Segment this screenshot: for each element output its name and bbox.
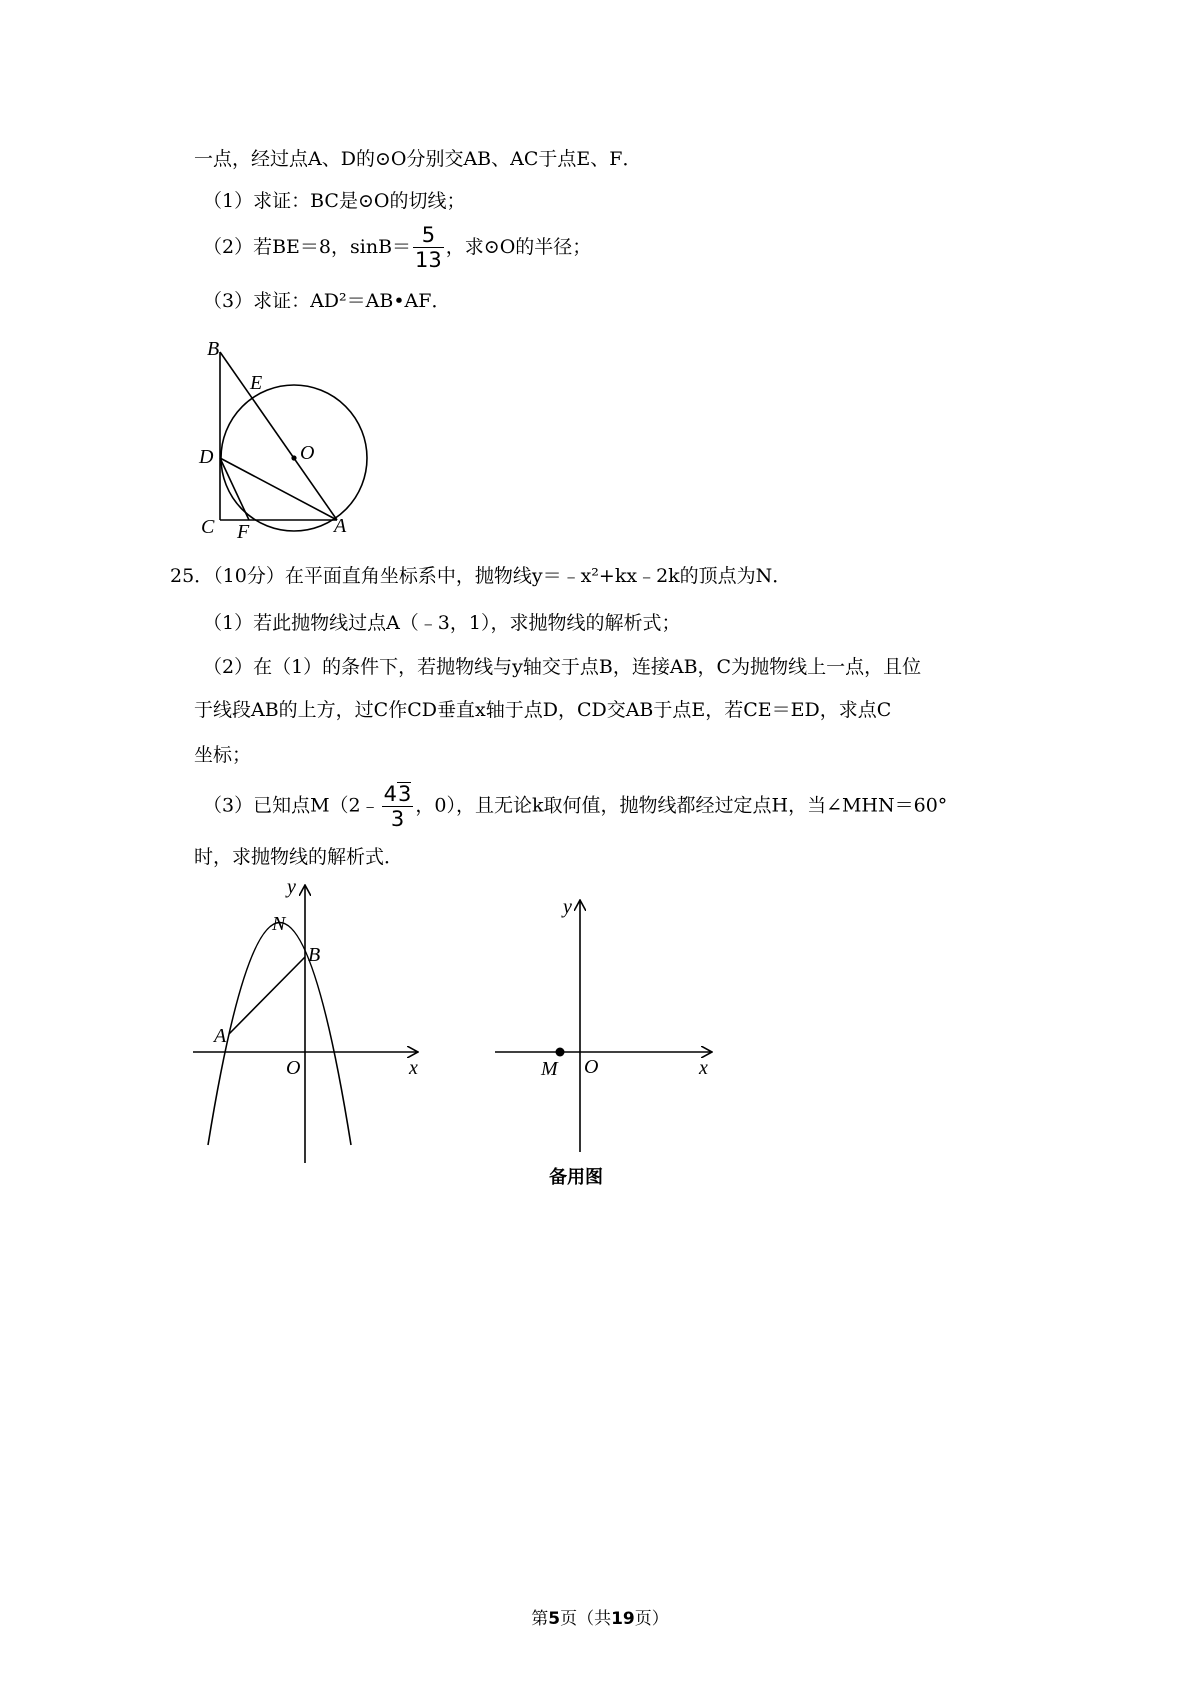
label-c: C: [201, 516, 215, 538]
parabola-figure: [185, 870, 435, 1170]
spare-figure-caption: 备用图: [549, 1167, 603, 1188]
q24-part2: （2）若BE＝8，sinB＝ $\frac{5}{13}$ ，求⊙O的半径；: [203, 223, 592, 273]
q25-part1: （1）若此抛物线过点A（﹣3，1），求抛物线的解析式；: [203, 612, 681, 634]
total-pages: 19: [611, 1609, 635, 1629]
fig1-label-y: y: [287, 876, 296, 898]
q24-intro: 一点，经过点A、D的⊙O分别交AB、AC于点E、F．: [194, 148, 642, 170]
label-d: D: [199, 446, 214, 468]
label-e: E: [250, 372, 263, 394]
label-b: B: [207, 338, 220, 360]
spare-axes-figure: [485, 885, 725, 1160]
q25-head: 25．（10分）在平面直角坐标系中，抛物线y＝﹣x²+kx﹣2k的顶点为N．: [170, 565, 792, 587]
q25-part2-line1: （2）在（1）的条件下，若抛物线与y轴交于点B，连接AB，C为抛物线上一点，且位: [203, 656, 922, 678]
fig1-label-b: B: [308, 944, 321, 966]
fig2-label-y: y: [563, 896, 572, 918]
q25-part2-line2: 于线段AB的上方，过C作CD垂直x轴于点D，CD交AB于点E，若CE＝ED，求点C: [194, 699, 892, 721]
fig2-label-m: M: [541, 1058, 558, 1080]
m-coordinate-fraction: $\frac{43}{3}$: [383, 782, 412, 832]
fig1-label-x: x: [409, 1057, 418, 1079]
label-a: A: [334, 515, 347, 537]
q25-part3-line1: （3）已知点M（2﹣ $\frac{43}{3}$ ，0），且无论k取何值，抛物线都经过定点H，当∠MHN＝60°: [203, 782, 948, 832]
fig1-label-o: O: [286, 1057, 301, 1079]
page-footer: 第5页（共19页）: [531, 1609, 669, 1629]
fig1-label-n: N: [272, 913, 286, 935]
fig2-label-x: x: [699, 1057, 708, 1079]
fig2-label-o: O: [584, 1056, 599, 1078]
page-number: 5: [548, 1609, 561, 1629]
label-f: F: [237, 521, 250, 543]
circle-triangle-figure: [190, 335, 390, 545]
fig1-label-a: A: [214, 1025, 227, 1047]
q24-part3: （3）求证：AD²＝AB•AF．: [203, 290, 451, 312]
q25-part2-line3: 坐标；: [194, 744, 252, 766]
sinb-fraction: $\frac{5}{13}$: [415, 223, 442, 273]
q24-part1: （1）求证：BC是⊙O的切线；: [203, 190, 466, 212]
q25-part3-line2: 时，求抛物线的解析式．: [194, 846, 404, 868]
label-o: O: [300, 442, 315, 464]
